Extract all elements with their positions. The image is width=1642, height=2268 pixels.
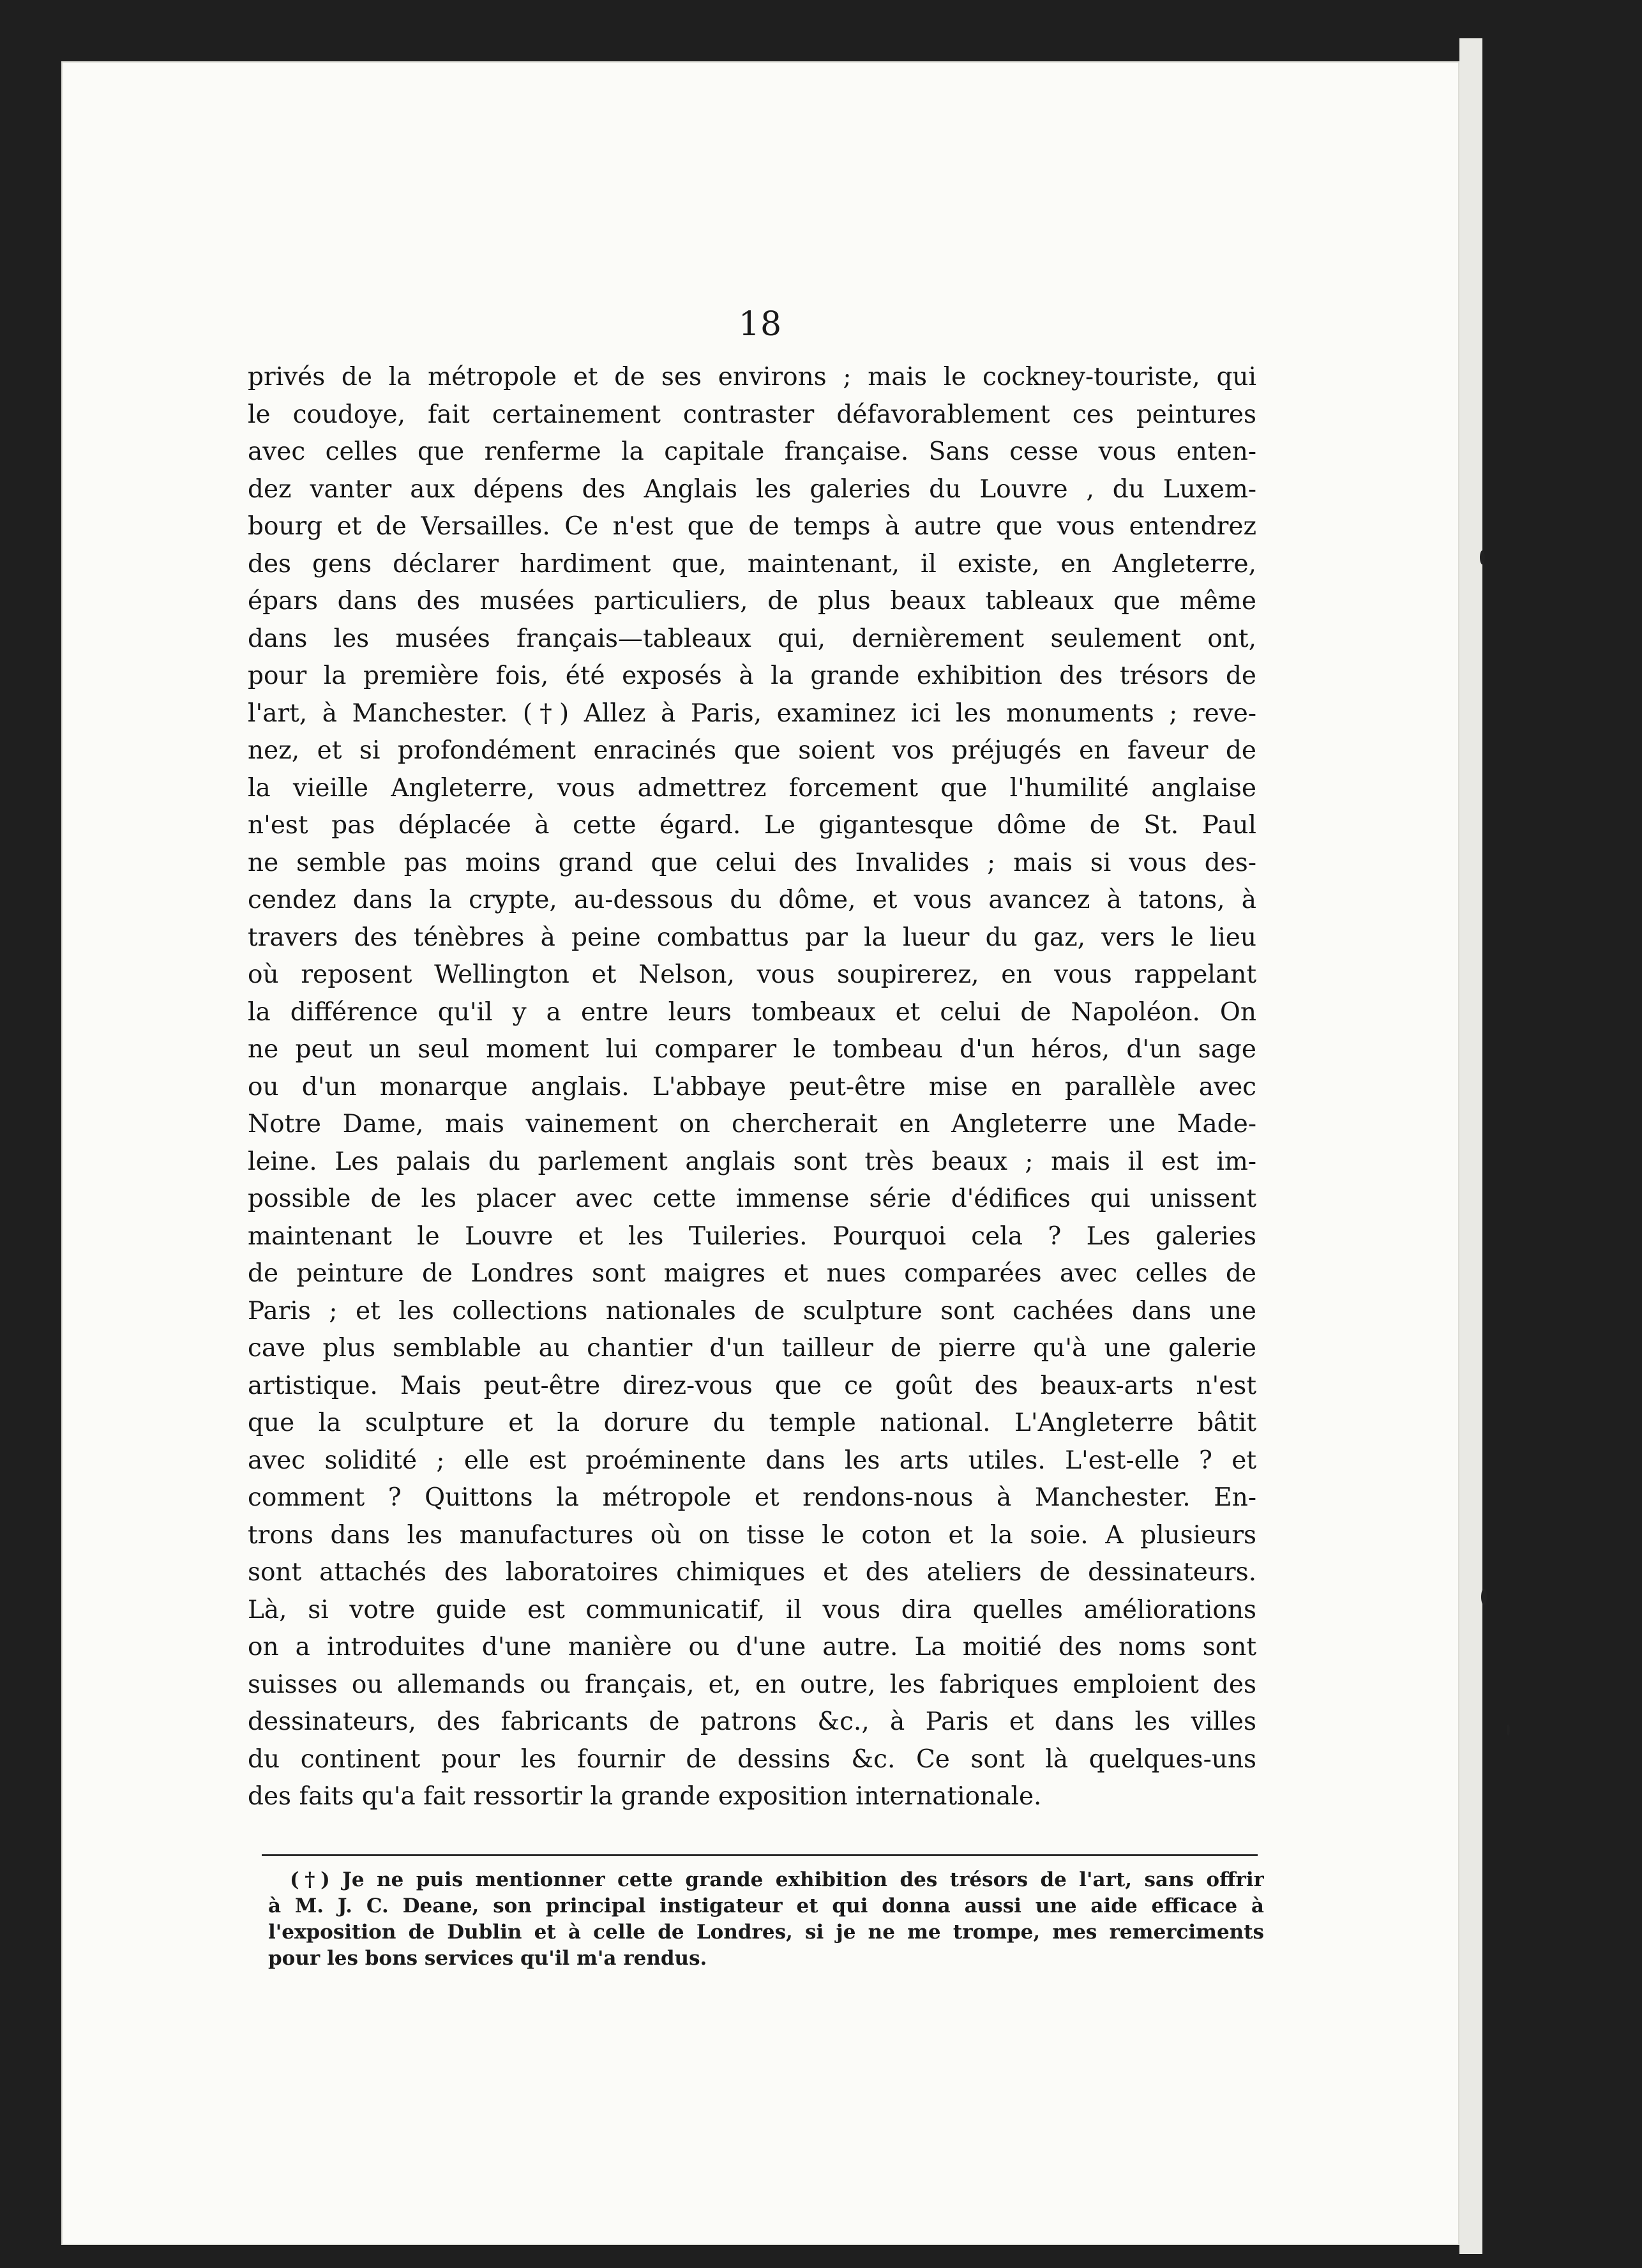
text-line: où reposent Wellington et Nelson, vous soupirerez, en vous rappelant <box>248 960 1256 989</box>
scan-speck <box>1481 1589 1487 1605</box>
text-line: Notre Dame, mais vainement on chercherait en Angleterre une Made- <box>248 1110 1256 1138</box>
text-line: avec solidité ; elle est proéminente dans les arts utiles. L'est-elle ? et <box>248 1446 1256 1475</box>
footnote-divider <box>262 1854 1258 1856</box>
text-line: trons dans les manufactures où on tisse le coton et la soie. A plusieurs <box>248 1520 1256 1550</box>
footnote <box>268 1867 1264 1972</box>
text-line: suisses ou allemands ou français, et, en outre, les fabriques emploient des <box>248 1670 1256 1699</box>
text-line: possible de les placer avec cette immense série d'édifices qui unissent <box>248 1184 1256 1213</box>
footnote-line: à M. J. C. Deane, son principal instigateur et qui donna aussi une aide efficace à <box>268 1894 1264 1917</box>
text-line: pour la première fois, été exposés à la grande exhibition des trésors de <box>248 662 1256 690</box>
footnote-line: l'exposition de Dublin et à celle de Londres, si je ne me trompe, mes remerciments <box>268 1921 1264 1944</box>
text-line: leine. Les palais du parlement anglais sont très beaux ; mais il est im- <box>248 1147 1256 1176</box>
text-line: dessinateurs, des fabricants de patrons &c., à Paris et dans les villes <box>248 1707 1256 1736</box>
text-line: cendez dans la crypte, au-dessous du dôme, et vous avancez à tatons, à <box>248 886 1256 914</box>
text-line: la différence qu'il y a entre leurs tombeaux et celui de Napoléon. On <box>248 997 1256 1027</box>
text-line: on a introduites d'une manière ou d'une autre. La moitié des noms sont <box>248 1633 1256 1661</box>
text-line: des faits qu'a fait ressortir la grande exposition internationale. <box>248 1782 1042 1811</box>
text-line: avec celles que renferme la capitale française. Sans cesse vous enten- <box>248 437 1256 466</box>
text-line: travers des ténèbres à peine combattus par la lueur du gaz, vers le lieu <box>248 923 1256 952</box>
text-line: de peinture de Londres sont maigres et nues comparées avec celles de <box>248 1259 1256 1288</box>
text-line: bourg et de Versailles. Ce n'est que de temps à autre que vous entendrez <box>248 512 1256 541</box>
text-line: comment ? Quittons la métropole et rendons-nous à Manchester. En- <box>248 1483 1256 1512</box>
text-line: des gens déclarer hardiment que, maintenant, il existe, en Angleterre, <box>248 549 1256 578</box>
text-line: ou d'un monarque anglais. L'abbaye peut-être mise en parallèle avec <box>248 1072 1256 1101</box>
text-line: la vieille Angleterre, vous admettrez forcement que l'humilité anglaise <box>248 773 1256 803</box>
text-line: dans les musées français—tableaux qui, dernièrement seulement ont, <box>248 624 1256 653</box>
text-line: nez, et si profondément enracinés que soient vos préjugés en faveur de <box>248 736 1256 765</box>
text-line: maintenant le Louvre et les Tuileries. Pourquoi cela ? Les galeries <box>248 1221 1256 1251</box>
text-line: dez vanter aux dépens des Anglais les galeries du Louvre , du Luxem- <box>248 474 1256 504</box>
text-line: ne peut un seul moment lui comparer le tombeau d'un héros, d'un sage <box>248 1035 1256 1064</box>
text-line: épars dans des musées particuliers, de plus beaux tableaux que même <box>248 587 1256 616</box>
text-line: privés de la métropole et de ses environs ; mais le cockney-touriste, qui <box>248 363 1256 391</box>
text-line: que la sculpture et la dorure du temple national. L'Angleterre bâtit <box>248 1409 1256 1437</box>
text-line: Paris ; et les collections nationales de sculpture sont cachées dans une <box>248 1296 1256 1326</box>
text-line: Là, si votre guide est communicatif, il vous dira quelles améliorations <box>248 1595 1256 1624</box>
scan-speck <box>1507 1724 1510 1735</box>
text-line: n'est pas déplacée à cette égard. Le gigantesque dôme de St. Paul <box>248 811 1256 840</box>
text-line: sont attachés des laboratoires chimiques et des ateliers de dessinateurs. <box>248 1558 1256 1587</box>
body-text <box>248 359 1256 1816</box>
scan-speck <box>1480 550 1485 564</box>
text-line: le coudoye, fait certainement contraster défavorablement ces peintures <box>248 400 1256 429</box>
text-line: du continent pour les fournir de dessins &c. Ce sont là quelques-uns <box>248 1744 1256 1774</box>
footnote-line: (†) Je ne puis mentionner cette grande exhibition des trésors de l'art, sans offrir <box>290 1868 1264 1891</box>
footnote-line: pour les bons services qu'il m'a rendus. <box>268 1947 707 1970</box>
page-number: 18 <box>738 305 783 344</box>
text-line: cave plus semblable au chantier d'un tailleur de pierre qu'à une galerie <box>248 1334 1256 1363</box>
text-line: artistique. Mais peut-être direz-vous que ce goût des beaux-arts n'est <box>248 1371 1256 1400</box>
page-edge <box>1459 38 1482 2254</box>
text-line: l'art, à Manchester. (†) Allez à Paris, examinez ici les monuments ; reve- <box>248 699 1256 728</box>
text-line: ne semble pas moins grand que celui des Invalides ; mais si vous des- <box>248 848 1256 877</box>
